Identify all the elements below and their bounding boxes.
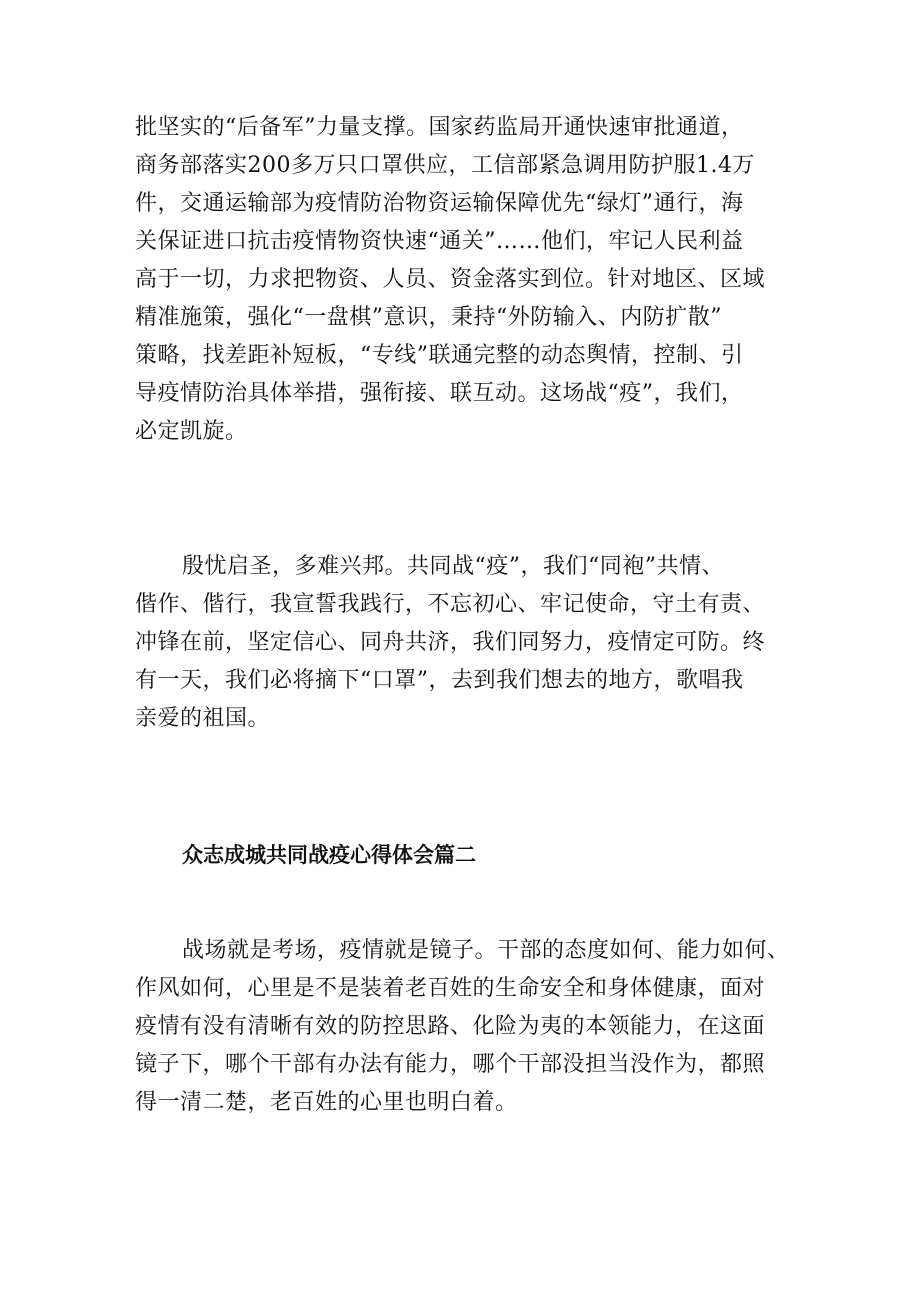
paragraph-line: 殷忧启圣，多难兴邦。共同战“疫”，我们“同袍”共情、 [182,554,724,579]
paragraph-line: 导疫情防治具体举措，强衔接、联互动。这场战“疫”，我们， [135,381,744,406]
paragraph-line: 精准施策，强化“一盘棋”意识，秉持“外防输入、内防扩散” [135,305,722,330]
paragraph-line: 关保证进口抗击疫情物资快速“通关”……他们，牢记人民利益 [135,229,744,254]
paragraph-line: 得一清二楚，老百姓的心里也明白着。 [135,1090,518,1115]
paragraph-line: 件，交通运输部为疫情防治物资运输保障优先“绿灯”通行，海 [135,191,744,216]
paragraph-2 [135,548,790,738]
paragraph-1 [135,109,790,451]
paragraph-line: 必定凯旋。 [135,419,248,444]
paragraph-line: 商务部落实200多万只口罩供应，工信部紧急调用防护服1.4万 [135,153,755,178]
paragraph-3 [135,932,790,1122]
paragraph-line: 有一天，我们必将摘下“口罩”，去到我们想去的地方，歌唱我 [135,668,744,693]
paragraph-line: 批坚实的“后备军”力量支撑。国家药监局开通快速审批通道， [135,115,744,140]
paragraph-line: 高于一切，力求把物资、人员、资金落实到位。针对地区、区域 [135,267,766,292]
paragraph-line: 亲爱的祖国。 [135,706,271,731]
paragraph-line: 镜子下，哪个干部有办法有能力，哪个干部没担当没作为，都照 [135,1052,766,1077]
paragraph-line: 偕作、偕行，我宣誓我践行，不忘初心、牢记使命，守土有责、 [135,592,766,617]
paragraph-line: 策略，找差距补短板，“专线”联通完整的动态舆情，控制、引 [135,343,744,368]
paragraph-line: 战场就是考场，疫情就是镜子。干部的态度如何、能力如何、 [182,938,790,963]
paragraph-line: 疫情有没有清晰有效的防控思路、化险为夷的本领能力，在这面 [135,1014,766,1039]
paragraph-line: 冲锋在前，坚定信心、同舟共济，我们同努力，疫情定可防。终 [135,630,766,655]
paragraph-line: 作风如何，心里是不是装着老百姓的生命安全和身体健康，面对 [135,976,766,1001]
section-heading: 众志成城共同战疫心得体会篇二 [182,843,476,867]
